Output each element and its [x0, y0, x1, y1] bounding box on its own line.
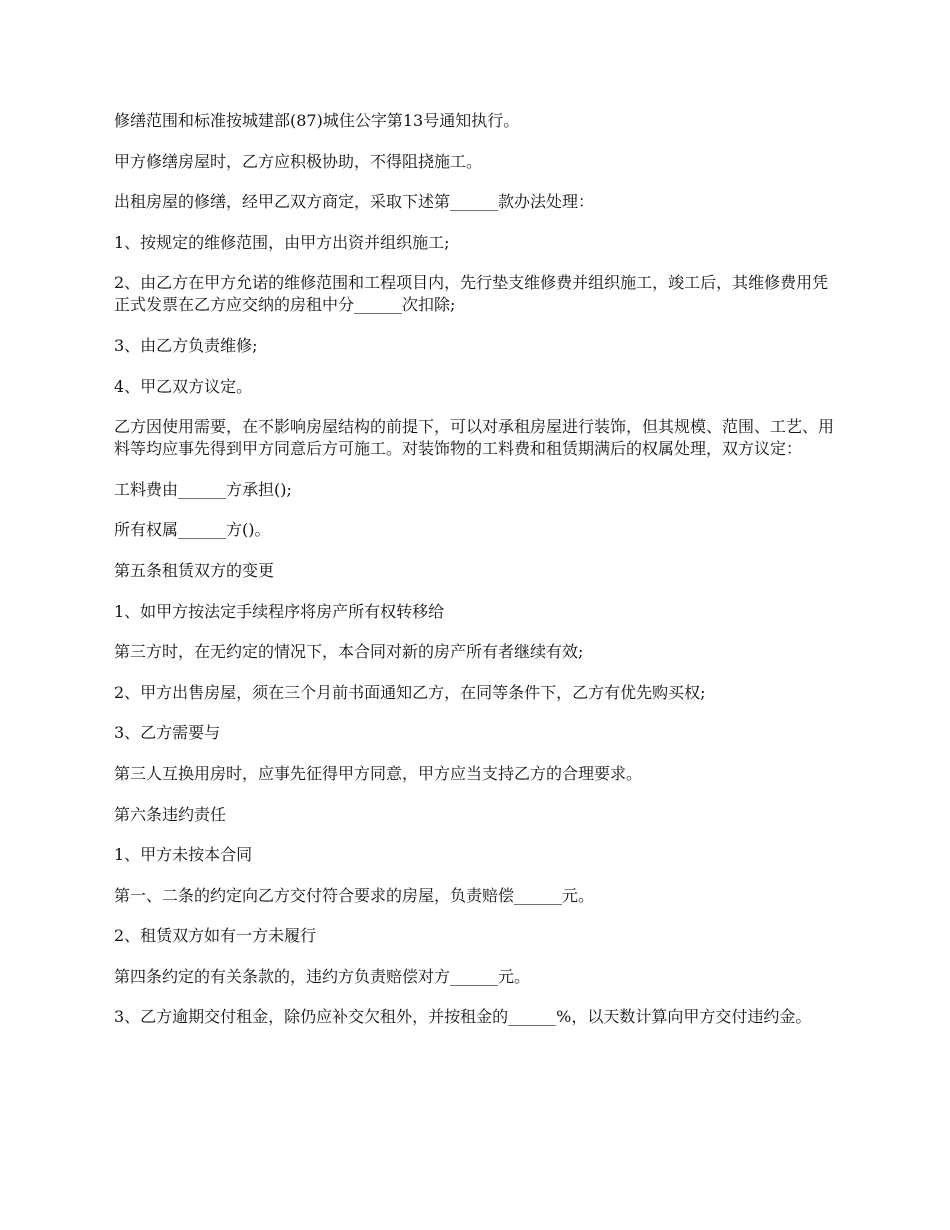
paragraph-item-2: 2、由乙方在甲方允诺的维修范围和工程项目内，先行垫支维修费并组织施工，竣工后，其维修费用凭正式发票在乙方应交纳的房租中分______次扣除; — [114, 273, 829, 315]
paragraph-cooperate: 甲方修缮房屋时，乙方应积极协助，不得阻挠施工。 — [114, 151, 483, 171]
paragraph-repair-method: 出租房屋的修缮，经甲乙双方商定，采取下述第______款办法处理： — [114, 192, 595, 212]
section-heading-article-6: 第六条违约责任 — [114, 804, 227, 824]
paragraph-decoration: 乙方因使用需要，在不影响房屋结构的前提下，可以对承租房屋进行装饰，但其规模、范围、工艺、用料等均应事先得到甲方同意后方可施工。对装饰物的工料费和租赁期满后的权属处理，双方议定： — [114, 417, 835, 459]
paragraph-article-5-item-1: 1、如甲方按法定手续程序将房产所有权转移给 — [114, 601, 445, 621]
paragraph-item-4: 4、甲乙双方议定。 — [114, 376, 253, 396]
paragraph-item-3: 3、由乙方负责维修; — [114, 335, 258, 355]
paragraph-article-6-item-3: 3、乙方逾期交付租金，除仍应补交欠租外，并按租金的______%，以天数计算向甲方交付违约金。 — [114, 1007, 812, 1027]
paragraph-repair-scope: 修缮范围和标准按城建部(87)城住公字第13号通知执行。 — [114, 111, 520, 130]
paragraph-exchange-housing: 第三人互换用房时，应事先征得甲方同意，甲方应当支持乙方的合理要求。 — [114, 763, 643, 783]
document-body — [114, 110, 844, 1047]
paragraph-item-1: 1、按规定的维修范围，由甲方出资并组织施工; — [114, 232, 450, 252]
paragraph-ownership: 所有权属______方()。 — [114, 520, 271, 540]
paragraph-compensation-2: 第四条约定的有关条款的，违约方负责赔偿对方______元。 — [114, 966, 531, 986]
paragraph-article-5-item-2: 2、甲方出售房屋，须在三个月前书面通知乙方，在同等条件下，乙方有优先购买权; — [114, 682, 706, 702]
paragraph-article-5-item-3: 3、乙方需要与 — [114, 723, 221, 743]
section-heading-article-5: 第五条租赁双方的变更 — [114, 560, 275, 580]
paragraph-article-6-item-2: 2、租赁双方如有一方未履行 — [114, 926, 317, 946]
paragraph-material-cost: 工料费由______方承担(); — [114, 479, 292, 499]
paragraph-article-6-item-1: 1、甲方未按本合同 — [114, 845, 253, 865]
paragraph-compensation-1: 第一、二条的约定向乙方交付符合要求的房屋，负责赔偿______元。 — [114, 885, 595, 905]
paragraph-third-party: 第三方时，在无约定的情况下，本合同对新的房产所有者继续有效; — [114, 642, 584, 662]
